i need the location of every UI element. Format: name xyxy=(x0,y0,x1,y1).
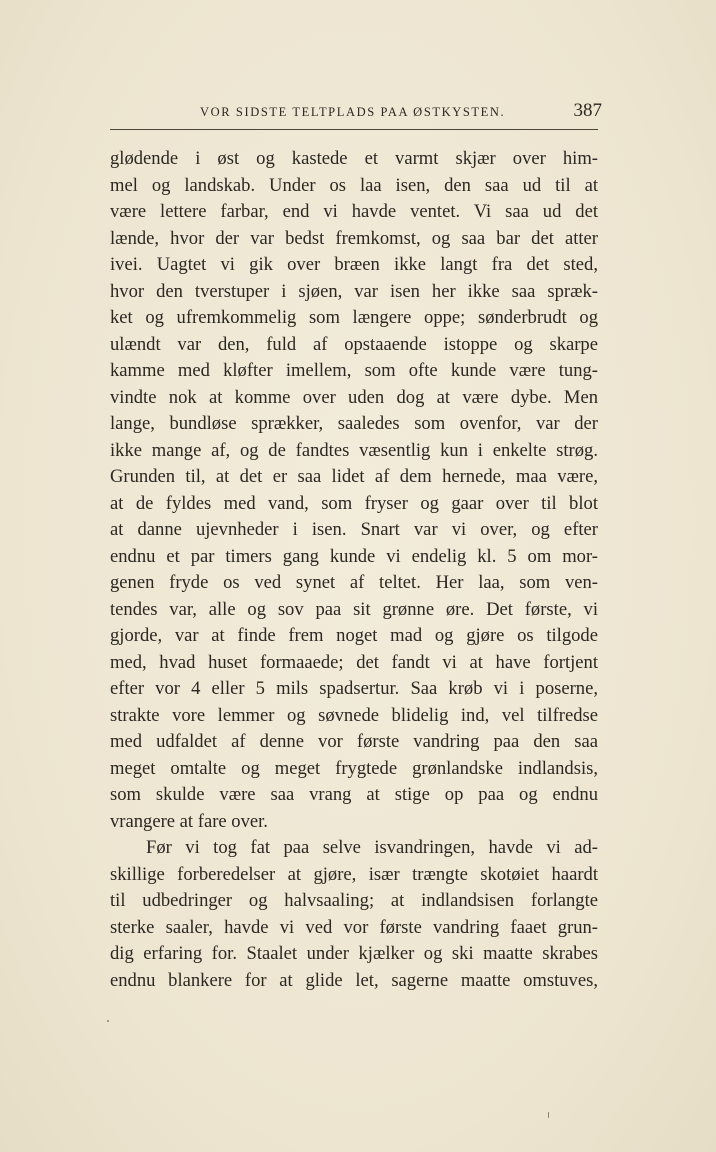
text-line: skillige forberedelser at gjøre, især trængte skotøiet haardt xyxy=(110,863,598,885)
text-line: ivei. Uagtet vi gik over bræen ikke langt fra det sted, xyxy=(110,254,598,275)
running-head xyxy=(110,100,602,127)
text-line: genen fryde os ved synet af teltet. Her laa, som ven- xyxy=(110,572,598,593)
text-line: sterke saaler, havde vi ved vor første vandring faaet grun- xyxy=(110,916,598,938)
text-line: ket og ufremkommelig som længere oppe; sønderbrudt og xyxy=(110,307,598,328)
text-line: vindte nok at komme over uden dog at være dybe. Men xyxy=(110,386,598,408)
paper-speck xyxy=(548,1112,549,1118)
text-line: meget omtalte og meget frygtede grønlandske indlandsis, xyxy=(110,757,598,779)
page-number: 387 xyxy=(573,100,602,121)
text-line: med udfaldet af denne vor første vandring paa den saa xyxy=(110,731,598,752)
text-line: lænde, hvor der var bedst fremkomst, og saa bar det atter xyxy=(110,227,598,249)
text-line: endnu blankere for at glide let, sagerne maatte omstuves, xyxy=(110,969,598,991)
text-line: glødende i øst og kastede et varmt skjær over him- xyxy=(110,148,598,169)
text-line: som skulde være saa vrang at stige op paa og endnu xyxy=(110,784,598,805)
running-title: VOR SIDSTE TELTPLADS PAA ØSTKYSTEN. xyxy=(200,105,506,119)
text-line: til udbedringer og halvsaaling; at indlandsisen forlangte xyxy=(110,890,598,911)
text-line: strakte vore lemmer og søvnede blidelig ind, vel tilfredse xyxy=(110,704,598,726)
text-line: at danne ujevnheder i isen. Snart var vi over, og efter xyxy=(110,519,598,540)
text-line: endnu et par timers gang kunde vi endelig kl. 5 om mor- xyxy=(110,545,598,567)
text-line: hvor den tverstuper i sjøen, var isen her ikke saa spræk- xyxy=(110,280,598,302)
text-line: Før vi tog fat paa selve isvandringen, havde vi ad- xyxy=(146,837,598,858)
paper-speck xyxy=(107,1020,109,1022)
body-text xyxy=(110,146,598,994)
header-rule xyxy=(110,129,598,130)
text-line: Grunden til, at det er saa lidet af dem hernede, maa være, xyxy=(110,466,598,487)
text-line: at de fyldes med vand, som fryser og gaar over til blot xyxy=(110,492,598,514)
text-line: efter vor 4 eller 5 mils spadsertur. Saa krøb vi i poserne, xyxy=(110,678,598,699)
text-line: tendes var, alle og sov paa sit grønne øre. Det første, vi xyxy=(110,598,598,620)
text-line: vrangere at fare over. xyxy=(110,810,268,832)
text-line: gjorde, var at finde frem noget mad og gjøre os tilgode xyxy=(110,625,598,646)
text-line: kamme med kløfter imellem, som ofte kunde være tung- xyxy=(110,360,598,381)
text-line: mel og landskab. Under os laa isen, den saa ud til at xyxy=(110,174,598,196)
text-line: være lettere farbar, end vi havde ventet. Vi saa ud det xyxy=(110,201,598,222)
text-line: ikke mange af, og de fandtes væsentlig kun i enkelte strøg. xyxy=(110,439,598,461)
text-line: ulændt var den, fuld af opstaaende istoppe og skarpe xyxy=(110,333,598,355)
text-line: lange, bundløse sprækker, saaledes som ovenfor, var der xyxy=(110,413,598,434)
text-line: med, hvad huset formaaede; det fandt vi at have fortjent xyxy=(110,651,598,673)
text-line: dig erfaring for. Staalet under kjælker og ski maatte skrabes xyxy=(110,943,598,964)
